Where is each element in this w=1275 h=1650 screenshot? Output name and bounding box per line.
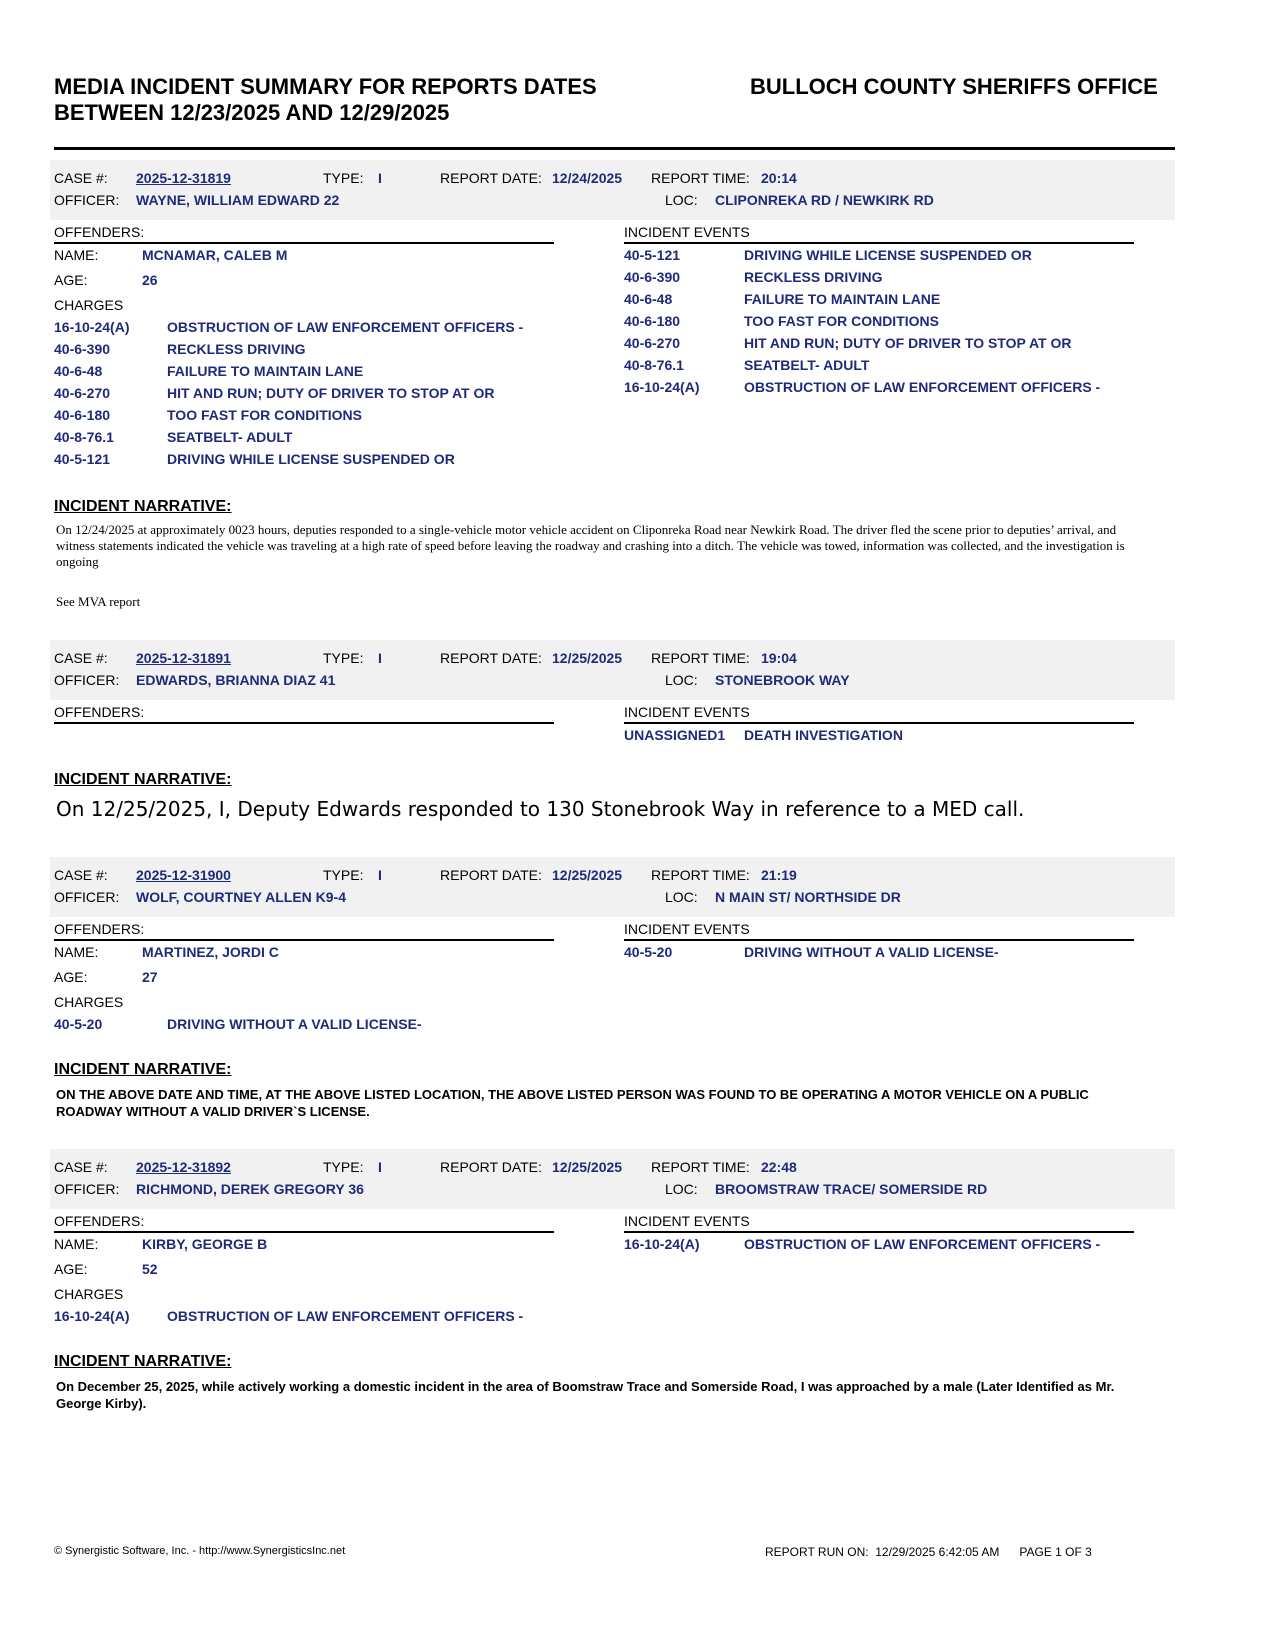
case-block-3 bbox=[50, 857, 1175, 1032]
event-desc: DRIVING WITHOUT A VALID LICENSE- bbox=[744, 944, 999, 960]
officer-value: WOLF, COURTNEY ALLEN K9-4 bbox=[136, 889, 347, 905]
report-time-value: 21:19 bbox=[761, 867, 797, 883]
event-row bbox=[624, 310, 1134, 332]
incident-events-section bbox=[624, 222, 1134, 398]
charge-code: 40-5-121 bbox=[54, 451, 111, 467]
narrative-text: On 12/24/2025 at approximately 0023 hours, deputies responded to a single-vehicle motor vehicle accident on Cliponreka Road near Newkirk Road. The driver fled the scene prior to deputies’ arrival, and witness statements indicated the vehicle was traveling at a high rate of speed before leaving the roadway and crashing into a ditch. The vehicle was towed, information was collected, and the investigation is ongoing bbox=[56, 522, 1125, 569]
charges-label: CHARGES bbox=[54, 994, 124, 1010]
narrative-heading: INCIDENT NARRATIVE: bbox=[54, 771, 232, 788]
age-label: AGE: bbox=[54, 1261, 88, 1277]
charge-code: 40-6-390 bbox=[54, 341, 111, 357]
case-block-2 bbox=[50, 640, 1175, 743]
charge-row bbox=[54, 338, 554, 360]
officer-label: OFFICER: bbox=[54, 889, 120, 905]
case-header bbox=[50, 1149, 1175, 1209]
case-number-link[interactable]: 2025-12-31892 bbox=[136, 1159, 231, 1175]
event-desc: HIT AND RUN; DUTY OF DRIVER TO STOP AT OR bbox=[744, 335, 1072, 351]
event-row bbox=[624, 941, 1134, 963]
report-date-value: 12/25/2025 bbox=[552, 867, 623, 883]
event-row bbox=[624, 354, 1134, 376]
report-time-label: REPORT TIME: bbox=[651, 1159, 750, 1175]
event-row bbox=[624, 332, 1134, 354]
case-number-label: CASE #: bbox=[54, 170, 108, 186]
narrative-heading: INCIDENT NARRATIVE: bbox=[54, 498, 232, 515]
charge-code: 40-6-270 bbox=[54, 385, 111, 401]
loc-value: STONEBROOK WAY bbox=[715, 672, 850, 688]
offenders-heading: OFFENDERS: bbox=[54, 1211, 554, 1233]
event-desc: DRIVING WHILE LICENSE SUSPENDED OR bbox=[744, 247, 1032, 263]
narrative-extra: See MVA report bbox=[56, 594, 141, 609]
offender-age: 26 bbox=[142, 272, 158, 288]
type-value: I bbox=[378, 170, 382, 186]
officer-label: OFFICER: bbox=[54, 1181, 120, 1197]
event-row bbox=[624, 244, 1134, 266]
offenders-heading: OFFENDERS: bbox=[54, 919, 554, 941]
offender-age: 27 bbox=[142, 969, 158, 985]
case-header bbox=[50, 640, 1175, 700]
offender-age: 52 bbox=[142, 1261, 158, 1277]
footer-run-info bbox=[765, 1545, 1092, 1559]
charges-label: CHARGES bbox=[54, 1286, 124, 1302]
event-code: 40-6-390 bbox=[624, 269, 681, 285]
charge-row bbox=[54, 404, 554, 426]
age-label: AGE: bbox=[54, 272, 88, 288]
event-row bbox=[624, 288, 1134, 310]
offenders-heading: OFFENDERS: bbox=[54, 222, 554, 244]
event-row bbox=[624, 1233, 1134, 1255]
charge-row bbox=[54, 360, 554, 382]
charge-desc: SEATBELT- ADULT bbox=[167, 429, 293, 445]
name-label: NAME: bbox=[54, 944, 99, 960]
age-label: AGE: bbox=[54, 969, 88, 985]
report-date-value: 12/25/2025 bbox=[552, 650, 623, 666]
report-date-value: 12/24/2025 bbox=[552, 170, 623, 186]
report-time-label: REPORT TIME: bbox=[651, 867, 750, 883]
case-header bbox=[50, 857, 1175, 917]
type-label: TYPE: bbox=[323, 650, 364, 666]
report-time-value: 20:14 bbox=[761, 170, 797, 186]
officer-label: OFFICER: bbox=[54, 672, 120, 688]
event-code: 40-6-180 bbox=[624, 313, 681, 329]
charge-code: 16-10-24(A) bbox=[54, 1308, 130, 1324]
event-code: 16-10-24(A) bbox=[624, 1236, 700, 1252]
name-label: NAME: bbox=[54, 247, 99, 263]
type-label: TYPE: bbox=[323, 1159, 364, 1175]
event-code: UNASSIGNED1 bbox=[624, 727, 726, 743]
charge-row bbox=[54, 426, 554, 448]
narrative-text: On 12/25/2025, I, Deputy Edwards responded to 130 Stonebrook Way in reference to a MED call. bbox=[56, 797, 1025, 821]
charge-row bbox=[54, 1305, 554, 1327]
case-header bbox=[50, 160, 1175, 220]
offender-name: KIRBY, GEORGE B bbox=[142, 1236, 268, 1252]
charge-desc: OBSTRUCTION OF LAW ENFORCEMENT OFFICERS - bbox=[167, 319, 524, 335]
event-row bbox=[624, 724, 1134, 746]
loc-value: BROOMSTRAW TRACE/ SOMERSIDE RD bbox=[715, 1181, 988, 1197]
charge-row bbox=[54, 448, 554, 470]
page-number: PAGE 1 OF 3 bbox=[1019, 1545, 1092, 1559]
type-value: I bbox=[378, 1159, 382, 1175]
charge-code: 40-6-48 bbox=[54, 363, 103, 379]
event-code: 40-8-76.1 bbox=[624, 357, 684, 373]
loc-label: LOC: bbox=[665, 1181, 698, 1197]
case-number-label: CASE #: bbox=[54, 1159, 108, 1175]
report-date-value: 12/25/2025 bbox=[552, 1159, 623, 1175]
type-value: I bbox=[378, 650, 382, 666]
loc-label: LOC: bbox=[665, 672, 698, 688]
loc-label: LOC: bbox=[665, 889, 698, 905]
charge-desc: RECKLESS DRIVING bbox=[167, 341, 306, 357]
charge-row bbox=[54, 382, 554, 404]
header-divider bbox=[54, 147, 1175, 150]
narrative-text: ON THE ABOVE DATE AND TIME, AT THE ABOVE LISTED LOCATION, THE ABOVE LISTED PERSON WAS FOUND TO BE OPERATING A MOTOR VEHICLE ON A PUBLIC ROADWAY WITHOUT A VALID DRIVER`S LICENSE. bbox=[56, 1087, 1089, 1119]
type-label: TYPE: bbox=[323, 170, 364, 186]
loc-label: LOC: bbox=[665, 192, 698, 208]
charge-desc: DRIVING WHILE LICENSE SUSPENDED OR bbox=[167, 451, 455, 467]
agency-name: BULLOCH COUNTY SHERIFFS OFFICE bbox=[750, 74, 1158, 99]
charge-code: 40-6-180 bbox=[54, 407, 111, 423]
charge-row bbox=[54, 1013, 554, 1035]
charge-code: 16-10-24(A) bbox=[54, 319, 130, 335]
incident-events-heading: INCIDENT EVENTS bbox=[624, 919, 1134, 941]
event-code: 16-10-24(A) bbox=[624, 379, 700, 395]
name-label: NAME: bbox=[54, 1236, 99, 1252]
officer-label: OFFICER: bbox=[54, 192, 120, 208]
offenders-heading: OFFENDERS: bbox=[54, 702, 554, 724]
case-number-link[interactable]: 2025-12-31819 bbox=[136, 170, 231, 186]
report-run-label: REPORT RUN ON: bbox=[765, 1545, 869, 1559]
event-desc: OBSTRUCTION OF LAW ENFORCEMENT OFFICERS - bbox=[744, 1236, 1101, 1252]
offenders-section bbox=[54, 222, 554, 470]
event-desc: FAILURE TO MAINTAIN LANE bbox=[744, 291, 941, 307]
type-label: TYPE: bbox=[323, 867, 364, 883]
incident-events-section bbox=[624, 1211, 1134, 1255]
charge-desc: HIT AND RUN; DUTY OF DRIVER TO STOP AT OR bbox=[167, 385, 495, 401]
loc-value: N MAIN ST/ NORTHSIDE DR bbox=[715, 889, 901, 905]
incident-events-section bbox=[624, 919, 1134, 963]
footer-copyright: © Synergistic Software, Inc. - http://www.SynergisticsInc.net bbox=[54, 1545, 346, 1557]
case-number-link[interactable]: 2025-12-31891 bbox=[136, 650, 231, 666]
incident-events-heading: INCIDENT EVENTS bbox=[624, 1211, 1134, 1233]
event-desc: RECKLESS DRIVING bbox=[744, 269, 883, 285]
charge-desc: OBSTRUCTION OF LAW ENFORCEMENT OFFICERS - bbox=[167, 1308, 524, 1324]
charge-desc: FAILURE TO MAINTAIN LANE bbox=[167, 363, 364, 379]
event-code: 40-6-270 bbox=[624, 335, 681, 351]
incident-events-heading: INCIDENT EVENTS bbox=[624, 222, 1134, 244]
event-code: 40-5-121 bbox=[624, 247, 681, 263]
officer-value: RICHMOND, DEREK GREGORY 36 bbox=[136, 1181, 364, 1197]
event-desc: OBSTRUCTION OF LAW ENFORCEMENT OFFICERS - bbox=[744, 379, 1101, 395]
event-code: 40-5-20 bbox=[624, 944, 673, 960]
charge-code: 40-8-76.1 bbox=[54, 429, 114, 445]
report-time-label: REPORT TIME: bbox=[651, 170, 750, 186]
report-date-label: REPORT DATE: bbox=[440, 170, 542, 186]
report-run-value: 12/29/2025 6:42:05 AM bbox=[875, 1545, 1000, 1559]
case-number-link[interactable]: 2025-12-31900 bbox=[136, 867, 231, 883]
offender-name: MARTINEZ, JORDI C bbox=[142, 944, 279, 960]
report-date-label: REPORT DATE: bbox=[440, 1159, 542, 1175]
charges-label: CHARGES bbox=[54, 297, 124, 313]
case-number-label: CASE #: bbox=[54, 867, 108, 883]
narrative-heading: INCIDENT NARRATIVE: bbox=[54, 1061, 232, 1078]
event-desc: DEATH INVESTIGATION bbox=[744, 727, 903, 743]
narrative-text: On December 25, 2025, while actively working a domestic incident in the area of Boomstraw Trace and Somerside Road, I was approached by a male (Later Identified as Mr. George Kirby). bbox=[56, 1379, 1115, 1411]
report-time-value: 22:48 bbox=[761, 1159, 797, 1175]
event-row bbox=[624, 266, 1134, 288]
officer-value: WAYNE, WILLIAM EDWARD 22 bbox=[136, 192, 340, 208]
case-block-4 bbox=[50, 1149, 1175, 1324]
incident-events-heading: INCIDENT EVENTS bbox=[624, 702, 1134, 724]
narrative-heading: INCIDENT NARRATIVE: bbox=[54, 1353, 232, 1370]
offenders-section bbox=[54, 919, 554, 1035]
charge-row bbox=[54, 316, 554, 338]
report-title bbox=[54, 74, 674, 126]
report-title-line1: MEDIA INCIDENT SUMMARY FOR REPORTS DATES bbox=[54, 74, 597, 99]
report-date-label: REPORT DATE: bbox=[440, 650, 542, 666]
charge-code: 40-5-20 bbox=[54, 1016, 103, 1032]
event-row bbox=[624, 376, 1134, 398]
officer-value: EDWARDS, BRIANNA DIAZ 41 bbox=[136, 672, 336, 688]
case-number-label: CASE #: bbox=[54, 650, 108, 666]
charge-desc: DRIVING WITHOUT A VALID LICENSE- bbox=[167, 1016, 422, 1032]
charge-desc: TOO FAST FOR CONDITIONS bbox=[167, 407, 362, 423]
event-desc: TOO FAST FOR CONDITIONS bbox=[744, 313, 939, 329]
offenders-section bbox=[54, 1211, 554, 1327]
event-desc: SEATBELT- ADULT bbox=[744, 357, 870, 373]
report-time-value: 19:04 bbox=[761, 650, 797, 666]
loc-value: CLIPONREKA RD / NEWKIRK RD bbox=[715, 192, 934, 208]
event-code: 40-6-48 bbox=[624, 291, 673, 307]
offender-name: MCNAMAR, CALEB M bbox=[142, 247, 288, 263]
report-date-label: REPORT DATE: bbox=[440, 867, 542, 883]
incident-events-section bbox=[624, 702, 1134, 746]
report-title-line2: BETWEEN 12/23/2025 AND 12/29/2025 bbox=[54, 100, 450, 125]
case-block-1 bbox=[50, 160, 1175, 467]
offenders-section bbox=[54, 702, 554, 724]
report-time-label: REPORT TIME: bbox=[651, 650, 750, 666]
type-value: I bbox=[378, 867, 382, 883]
